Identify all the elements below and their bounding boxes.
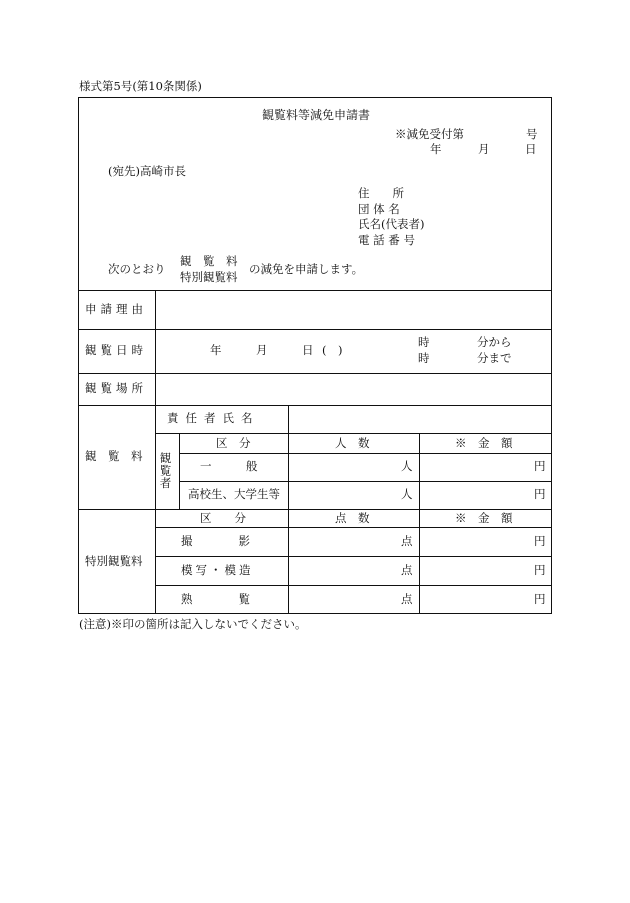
label-column-divider [155,290,156,614]
special-row-unit: 点 [401,563,413,577]
receipt-month: 月 [478,142,490,156]
applicant-address-label: 住 所 [358,186,404,200]
special-row-yen: 円 [534,563,546,577]
dt-day: 日 [302,343,314,357]
place-label: 観覧場所 [85,381,147,395]
dt-minute-from: 分から [477,335,512,349]
form-title: 観覧料等減免申請書 [262,108,371,122]
special-col-amount: ※ 金 額 [455,511,513,525]
divider [179,433,180,509]
divider [155,527,552,528]
dt-minute-to: 分まで [477,351,512,365]
special-row-yen: 円 [534,534,546,548]
special-row-category: 撮 影 [181,534,250,548]
receipt-day: 日 [525,142,537,156]
divider [78,405,552,406]
special-row-category: 熟 覧 [181,592,250,606]
fee-row-unit: 人 [401,487,413,501]
request-option-fee: 観 覧 料 [180,254,238,268]
request-prefix: 次のとおり [108,262,166,276]
dt-weekday-paren: ( ) [322,343,343,357]
fee-label: 観 覧 料 [85,449,143,463]
fee-row-category: 高校生、大学生等 [188,487,280,501]
divider [179,453,552,454]
footnote: (注意)※印の箇所は記入しないでください。 [79,617,307,631]
special-row-category: 模写・模造 [181,563,254,577]
fee-col-count: 人 数 [335,436,370,450]
special-row-unit: 点 [401,534,413,548]
divider [78,329,552,330]
fee-col-amount: ※ 金 額 [455,436,513,450]
dt-year: 年 [210,343,222,357]
fee-row-yen: 円 [534,487,546,501]
special-fee-label: 特別観覧料 [85,554,143,568]
dt-hour-to: 時 [418,351,430,365]
receipt-go: 号 [526,127,538,141]
divider [155,556,552,557]
divider [78,509,552,510]
receipt-label: ※減免受付第 [395,127,464,141]
fee-col-category: 区 分 [216,436,251,450]
special-row-yen: 円 [534,592,546,606]
special-col-points: 点 数 [335,511,370,525]
fee-row-category: 一 般 [200,459,258,473]
special-col-category: 区 分 [200,511,246,525]
dt-month: 月 [256,343,268,357]
applicant-group-label: 団 体 名 [358,202,400,216]
applicant-phone-label: 電 話 番 号 [358,233,415,247]
fee-row-yen: 円 [534,459,546,473]
special-row-unit: 点 [401,592,413,606]
divider [288,405,289,614]
divider [155,585,552,586]
responsible-label: 責任者氏名 [167,411,260,425]
divider [419,433,420,614]
divider [78,373,552,374]
dt-hour-from: 時 [418,335,430,349]
divider [78,290,552,291]
request-option-special-fee: 特別観覧料 [180,270,238,284]
divider [179,481,552,482]
addressee: (宛先)高崎市長 [108,164,186,178]
reason-label: 申請理由 [85,302,147,316]
receipt-year: 年 [430,142,442,156]
divider [155,433,552,434]
viewer-label: 観覧者 [158,452,173,490]
form-number: 様式第5号(第10条関係) [79,79,202,93]
datetime-label: 観覧日時 [85,343,147,357]
fee-row-unit: 人 [401,459,413,473]
applicant-name-label: 氏名(代表者) [358,217,425,231]
request-suffix: の減免を申請します。 [249,262,364,276]
